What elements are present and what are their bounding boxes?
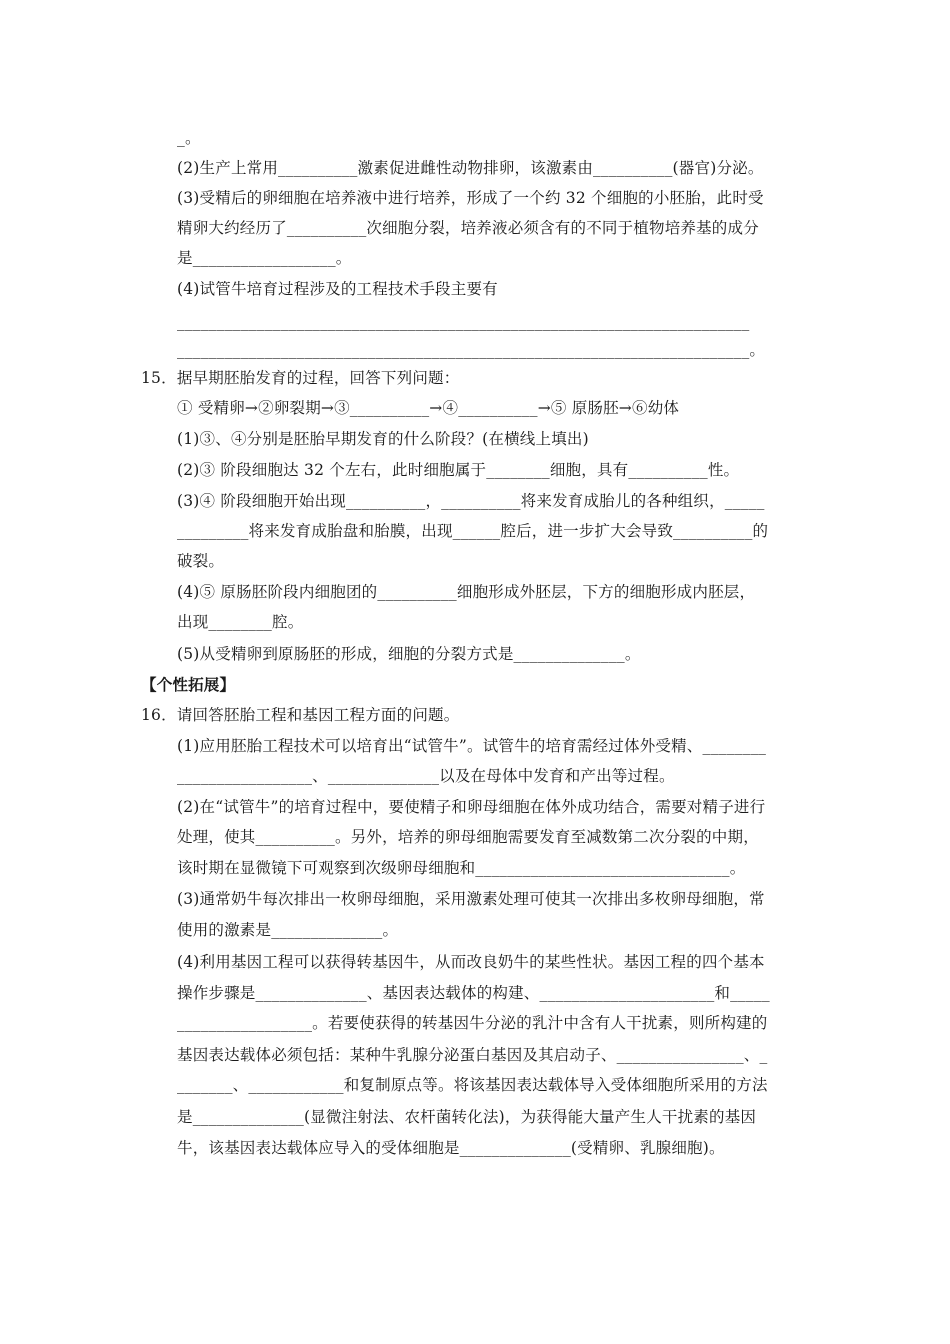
text-line-24: 处理，使其__________。另外，培养的卵母细胞需要发育至减数第二次分裂的中期， [177, 828, 759, 846]
text-line-13: (3)④ 阶段细胞开始出现__________，__________将来发育成胎儿的各种组织，_____ [177, 492, 765, 510]
text-line-34: 牛，该基因表达载体应导入的受体细胞是______________(受精卵、乳腺细胞)。 [177, 1139, 725, 1157]
text-line-28: (4)利用基因工程可以获得转基因牛，从而改良奶牛的某些性状。基因工程的四个基本 [177, 953, 765, 971]
text-line-29: 操作步骤是______________、基因表达载体的构建、______________________和_____ [177, 984, 770, 1002]
text-line-23: (2)在“试管牛”的培育过程中，要使精子和卵母细胞在体外成功结合，需要对精子进行 [177, 798, 766, 816]
answer-blank-line-1: ________________________________________________________________________ [177, 313, 750, 331]
text-line-1: _。 [177, 129, 201, 147]
text-line-3: (3)受精后的卵细胞在培养液中进行培养，形成了一个约 32 个细胞的小胚胎，此时受 [177, 189, 764, 207]
text-line-6: (4)试管牛培育过程涉及的工程技术手段主要有 [177, 280, 498, 298]
text-line-12: (2)③ 阶段细胞达 32 个左右，此时细胞属于________细胞，具有__________性。 [177, 461, 740, 479]
question-15-title: 15．据早期胚胎发育的过程，回答下列问题： [141, 369, 460, 387]
text-line-5: 是__________________。 [177, 249, 352, 267]
text-line-32: _______、____________和复制原点等。将该基因表达载体导入受体细胞所采用的方法 [177, 1076, 768, 1094]
text-line-15: 破裂。 [177, 552, 225, 570]
text-line-11: (1)③、④分别是胚胎早期发育的什么阶段？(在横线上填出) [177, 430, 589, 448]
development-sequence: ① 受精卵→②卵裂期→③__________→④__________→⑤ 原肠胚→⑥幼体 [177, 399, 680, 417]
text-line-27: 使用的激素是______________。 [177, 921, 399, 939]
text-line-21: (1)应用胚胎工程技术可以培育出“试管牛”。试管牛的培育需经过体外受精、________ [177, 737, 767, 755]
text-line-33: 是______________(显微注射法、农杆菌转化法)，为获得能大量产生人干扰素的基因 [177, 1108, 757, 1126]
text-line-16: (4)⑤ 原肠胚阶段内细胞团的__________细胞形成外胚层，下方的细胞形成内胚层， [177, 583, 756, 601]
section-heading: 【个性拓展】 [141, 675, 236, 694]
text-line-17: 出现________腔。 [177, 613, 304, 631]
text-line-2: (2)生产上常用__________激素促进雌性动物排卵，该激素由__________(器官)分泌。 [177, 159, 764, 177]
text-line-4: 精卵大约经历了__________次细胞分裂，培养液必须含有的不同于植物培养基的成分 [177, 219, 759, 237]
text-line-22: _________________、______________以及在母体中发育和产出等过程。 [177, 767, 675, 785]
text-line-30: _________________。若要使获得的转基因牛分泌的乳汁中含有人干扰素，则所构建的 [177, 1014, 768, 1032]
question-16-title: 16．请回答胚胎工程和基因工程方面的问题。 [141, 706, 460, 724]
text-line-25: 该时期在显微镜下可观察到次级卵母细胞和________________________________。 [177, 859, 746, 877]
text-line-14: _________将来发育成胎盘和胎膜，出现______腔后，进一步扩大会导致__________的 [177, 522, 769, 540]
answer-blank-line-2: ________________________________________________________________________。 [177, 341, 766, 359]
text-line-26: (3)通常奶牛每次排出一枚卵母细胞，采用激素处理可使其一次排出多枚卵母细胞，常 [177, 890, 765, 908]
text-line-18: (5)从受精卵到原肠胚的形成，细胞的分裂方式是______________。 [177, 645, 641, 663]
text-line-31: 基因表达载体必须包括：某种牛乳腺分泌蛋白基因及其启动子、________________、_ [177, 1046, 768, 1064]
